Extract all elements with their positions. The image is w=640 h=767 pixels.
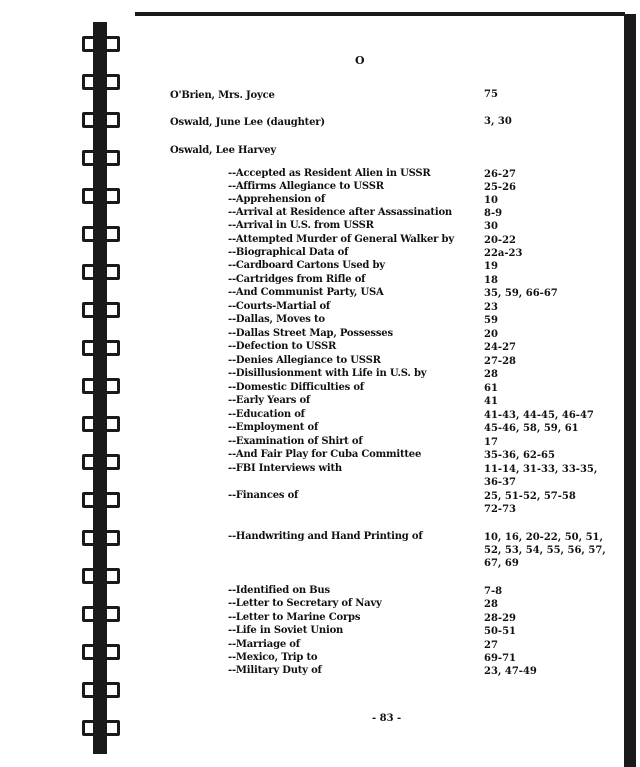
binding-ring: [82, 416, 120, 432]
sub-entry-pages: 25-26: [484, 182, 516, 193]
sub-entry-label: --Arrival at Residence after Assassination: [228, 207, 452, 218]
sub-entry-label: --Defection to USSR: [228, 341, 337, 352]
sub-entry-label: --Military Duty of: [228, 665, 322, 676]
sub-entry-label: --Apprehension of: [228, 194, 326, 205]
sub-entry-label: --Handwriting and Hand Printing of: [228, 531, 423, 542]
sub-entry-pages: 18: [484, 275, 498, 286]
entry-name: Oswald, Lee Harvey: [170, 145, 276, 156]
sub-entry-label: --Disillusionment with Life in U.S. by: [228, 368, 427, 379]
sub-entry-pages: 69-71: [484, 653, 516, 664]
sub-entry-label: --Marriage of: [228, 639, 300, 650]
binding-ring: [82, 454, 120, 470]
binding-ring: [82, 74, 120, 90]
binding-ring: [82, 492, 120, 508]
sub-entry-pages: 20-22: [484, 235, 516, 246]
sub-entry-label: --Finances of: [228, 490, 299, 501]
sub-entry-pages: 26-27: [484, 169, 516, 180]
sub-entry-label: --Domestic Difficulties of: [228, 382, 364, 393]
binding-ring: [82, 644, 120, 660]
sub-entry-pages: 8-9: [484, 208, 503, 219]
sub-entry-pages: 7-8: [484, 586, 503, 597]
sub-entry-pages: 35-36, 62-65: [484, 450, 555, 461]
sub-entry-pages: 22a-23: [484, 248, 523, 259]
sub-entry-label: --Dallas Street Map, Possesses: [228, 328, 393, 339]
sub-entry-pages: 23: [484, 302, 498, 313]
sub-entry-pages: 28: [484, 599, 498, 610]
sub-entry-pages: 28-29: [484, 613, 516, 624]
binding-ring: [82, 720, 120, 736]
sub-entry-pages: 20: [484, 329, 498, 340]
entry-name: O'Brien, Mrs. Joyce: [170, 90, 275, 101]
page-number: - 83 -: [372, 713, 402, 724]
sub-entry-pages: 27-28: [484, 356, 516, 367]
sub-entry-label: --Early Years of: [228, 395, 311, 406]
binding-ring: [82, 36, 120, 52]
sub-entry-pages: 35, 59, 66-67: [484, 288, 558, 299]
sub-entry-pages: 11-14, 31-33, 33-35, 36-37: [484, 464, 598, 488]
sub-entry-pages: 25, 51-52, 57-58 72-73: [484, 491, 576, 515]
right-border: [624, 14, 636, 767]
sub-entry-label: --Life in Soviet Union: [228, 625, 344, 636]
sub-entry-label: --And Communist Party, USA: [228, 287, 384, 298]
entry-pages: 3, 30: [484, 116, 512, 127]
sub-entry-label: --Identified on Bus: [228, 585, 330, 596]
sub-entry-label: --Letter to Secretary of Navy: [228, 598, 382, 609]
binding-ring: [82, 226, 120, 242]
sub-entry-pages: 45-46, 58, 59, 61: [484, 423, 579, 434]
binding-ring: [82, 340, 120, 356]
sub-entry-label: --And Fair Play for Cuba Committee: [228, 449, 422, 460]
sub-entry-label: --Attempted Murder of General Walker by: [228, 234, 454, 245]
binding-ring: [82, 302, 120, 318]
sub-entry-label: --Cartridges from Rifle of: [228, 274, 366, 285]
sub-entry-label: --Examination of Shirt of: [228, 436, 363, 447]
binding-ring: [82, 188, 120, 204]
sub-entry-label: --Letter to Marine Corps: [228, 612, 361, 623]
sub-entry-label: --Education of: [228, 409, 305, 420]
top-border: [135, 12, 625, 16]
binding-ring: [82, 682, 120, 698]
sub-entry-label: --Courts-Martial of: [228, 301, 331, 312]
sub-entry-pages: 27: [484, 640, 498, 651]
sub-entry-pages: 41-43, 44-45, 46-47: [484, 410, 594, 421]
sub-entry-label: --Mexico, Trip to: [228, 652, 318, 663]
binding-ring: [82, 530, 120, 546]
sub-entry-pages: 17: [484, 437, 498, 448]
entry-pages: 75: [484, 89, 498, 100]
sub-entry-pages: 61: [484, 383, 498, 394]
section-letter: O: [355, 54, 365, 67]
binding-ring: [82, 112, 120, 128]
sub-entry-label: --Dallas, Moves to: [228, 314, 325, 325]
sub-entry-label: --Denies Allegiance to USSR: [228, 355, 381, 366]
sub-entry-label: --Affirms Allegiance to USSR: [228, 181, 384, 192]
binding-ring: [82, 568, 120, 584]
binding-ring: [82, 378, 120, 394]
sub-entry-pages: 30: [484, 221, 498, 232]
entry-name: Oswald, June Lee (daughter): [170, 117, 325, 128]
sub-entry-pages: 23, 47-49: [484, 666, 537, 677]
sub-entry-pages: 59: [484, 315, 498, 326]
sub-entry-label: --Accepted as Resident Alien in USSR: [228, 168, 431, 179]
sub-entry-label: --Arrival in U.S. from USSR: [228, 220, 374, 231]
sub-entry-pages: 10: [484, 195, 498, 206]
sub-entry-label: --Employment of: [228, 422, 319, 433]
binding-ring: [82, 264, 120, 280]
sub-entry-label: --Cardboard Cartons Used by: [228, 260, 385, 271]
binding-ring: [82, 606, 120, 622]
sub-entry-pages: 50-51: [484, 626, 516, 637]
sub-entry-pages: 10, 16, 20-22, 50, 51, 52, 53, 54, 55, 56, 57, 67, 69: [484, 532, 606, 569]
sub-entry-label: --FBI Interviews with: [228, 463, 342, 474]
sub-entry-pages: 19: [484, 261, 498, 272]
sub-entry-pages: 41: [484, 396, 498, 407]
sub-entry-label: --Biographical Data of: [228, 247, 349, 258]
binding-ring: [82, 150, 120, 166]
sub-entry-pages: 24-27: [484, 342, 516, 353]
sub-entry-pages: 28: [484, 369, 498, 380]
